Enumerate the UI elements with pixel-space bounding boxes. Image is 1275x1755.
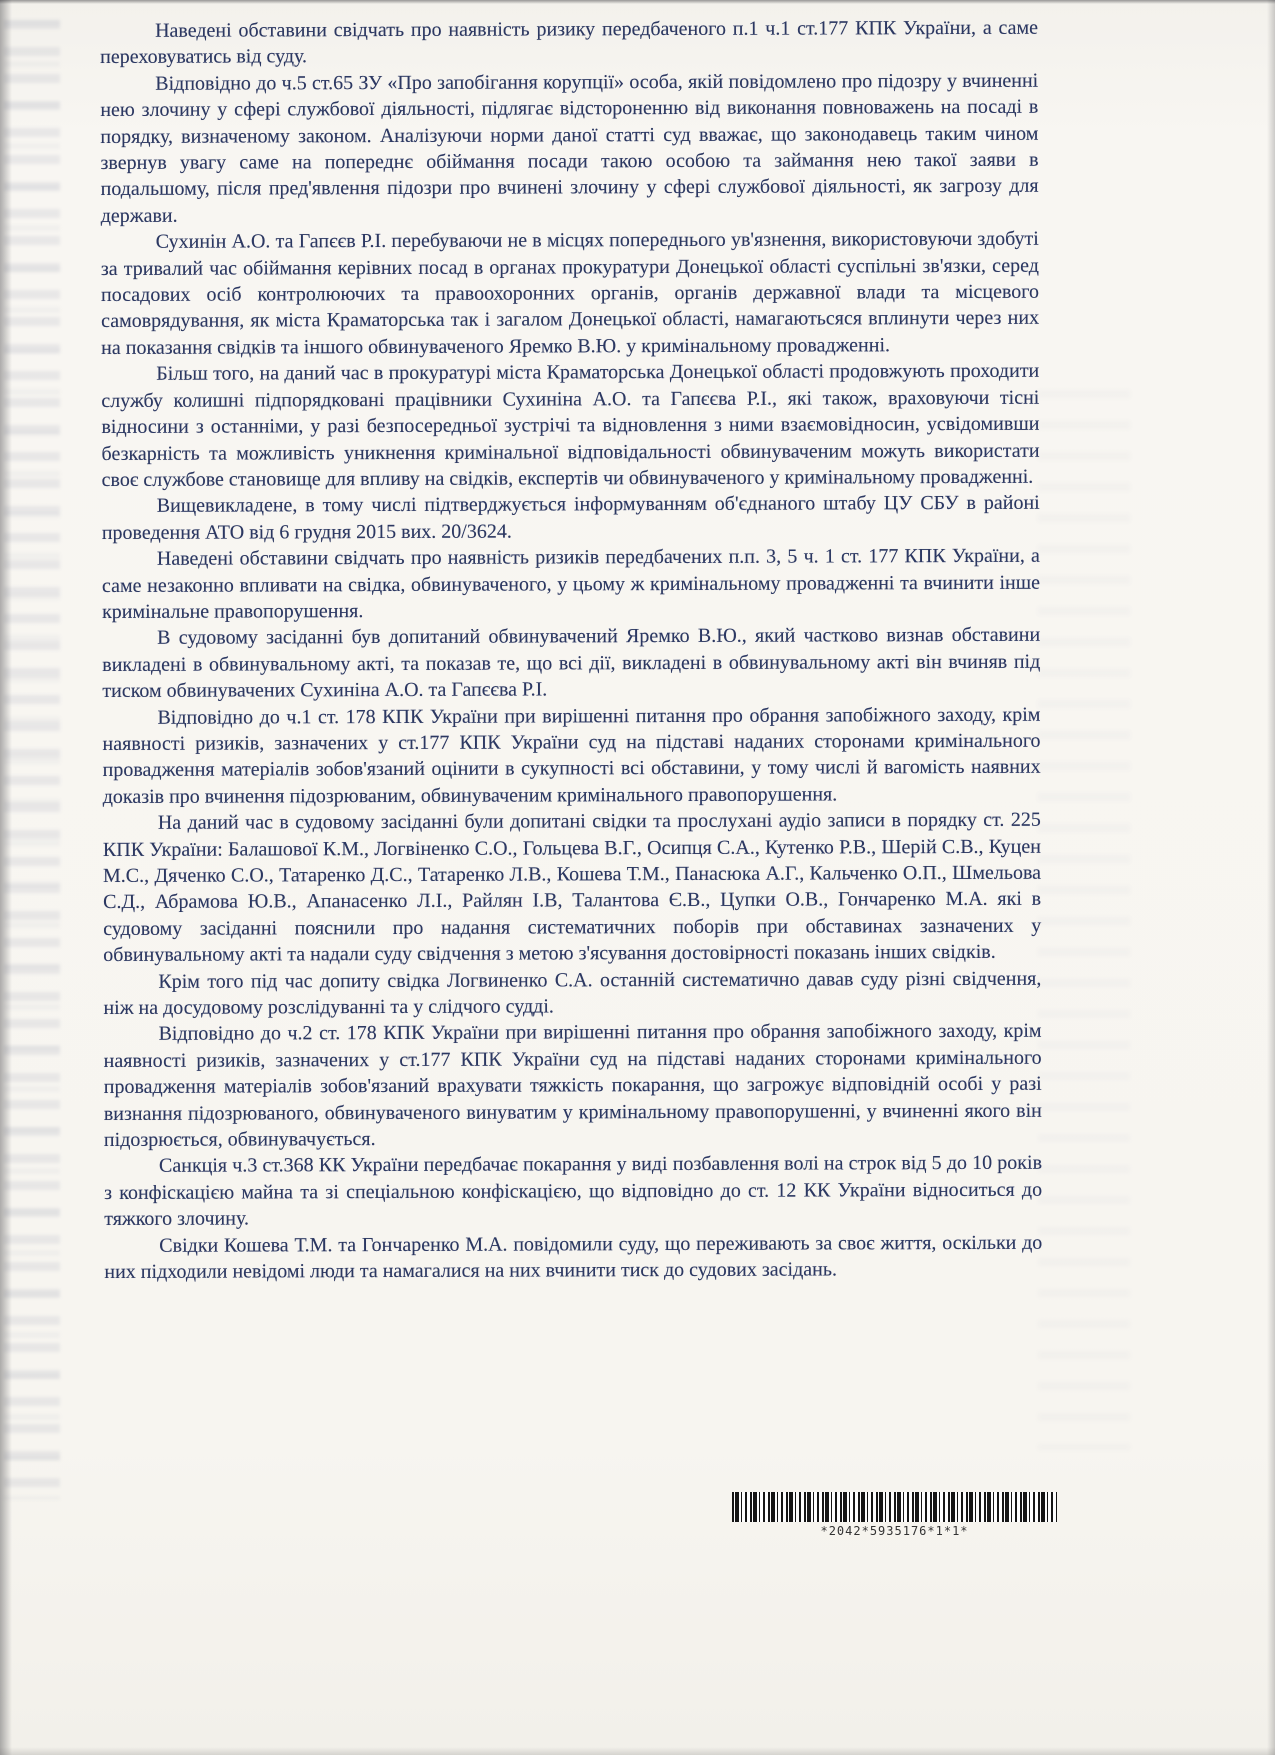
document-body [100,15,1042,1286]
paragraph: Сухинін А.О. та Гапєєв Р.І. перебуваючи не в місцях попереднього ув'язнення, використовуючи здобуті за тривалий час обіймання керівних посад в органах прокуратури Донецької області суспільні зв'язки, серед посадових осіб контролюючих та правоохоронних органів, органів державної влади та місцевого самоврядування, як міста Краматорська так і загалом Донецької області, намагаютьсяся вплинути через них на показання свідків та іншого обвинуваченого Яремко В.Ю. у кримінальному провадженні. [100,227,1040,359]
scan-edge-left [0,0,12,1755]
paragraph: Наведені обставини свідчать про наявність ризиків передбачених п.п. 3, 5 ч. 1 ст. 177 КПК України, а саме незаконно впливати на свідка, обвинуваченого, у цьому ж кримінальному провадженні та вчинити інше кримінальне правопорушення. [101,544,1041,623]
paragraph: Крім того під час допиту свідка Логвиненко С.А. останній систематично давав суду різні свідчення, ніж на досудовому розслідуванні та у слідчого судді. [103,967,1042,1020]
scan-edge-right [1267,0,1275,1755]
paragraph: Санкція ч.3 ст.368 КК України передбачає покарання у виді позбавлення волі на строк від 5 до 10 років з конфіскацією майна та зі спеціальною конфіскацією, що відповідно до ст. 12 КК України відноситься до тяжкого злочину. [104,1152,1043,1231]
paragraph: Відповідно до ч.2 ст. 178 КПК України при вирішенні питання про обрання запобіжного заходу, крім наявності ризиків, зазначених у ст.177 КПК України суд на підставі наданих сторонами кримінального провадження матеріалів зобов'язаний врахувати тяжкість покарання, що загрожує відповідній особі у разі визнання підозрюваного, обвинуваченого винуватим у кримінальному правопорушенні, у вчиненні якого він підозрюється, обвинувачується. [103,1020,1042,1152]
paragraph: В судовому засіданні був допитаний обвинувачений Яремко В.Ю., який частково визнав обставини викладені в обвинувальному акті, та показав те, що всі дії, викладені в обвинувальному акті він вчиняв під тиском обвинувачених Сухиніна А.О. та Гапєєва Р.І. [102,624,1041,703]
barcode-text: *2042*5935176*1*1* [820,1524,969,1538]
paragraph: Відповідно до ч.1 ст. 178 КПК України при вирішенні питання про обрання запобіжного заходу, крім наявності ризиків, зазначених у ст.177 КПК України суд на підставі наданих сторонами кримінального провадження матеріалів зобов'язаний оцінити в сукупності всі обставини, у тому числі й вагомість наявних доказів про вчинення підозрюваним, обвинуваченим кримінального правопорушення. [102,703,1041,808]
paragraph: На даний час в судовому засіданні були допитані свідки та прослухані аудіо записи в порядку ст. 225 КПК України: Балашової К.М., Логвіненко С.О., Гольцева В.Г., Осипця С.А., Кутенко Р.В., Шерій С.В., Куцен М.С., Дяченко С.О., Татаренко Д.С., Татаренко Л.В., Кошева Т.М., Панасюка А.Г., Кальченко О.П., Шмельова С.Д., Абрамова Ю.В., Апанасенко Л.І., Райлян І.В, Талантова Є.В., Цупки О.В., Гончаренко М.А. які в судовому засіданні пояснили про надання систематичних поборів при обставинах зазначених у обвинувальному акті та надали суду свідчення з метою з'ясування достовірності показань інших свідків. [102,808,1042,967]
paragraph: Вищевикладене, в тому числі підтверджується інформуванням об'єднаного штабу ЦУ СБУ в районі проведення АТО від 6 грудня 2015 вих. 20/3624. [101,492,1040,544]
paragraph: Наведені обставини свідчать про наявність ризику передбаченого п.1 ч.1 ст.177 КПК України, а саме переховуватись від суду. [100,16,1039,69]
barcode-bars-icon [732,1492,1057,1522]
scan-edge-top [0,0,1275,4]
barcode [732,1492,1057,1538]
paragraph: Відповідно до ч.5 ст.65 ЗУ «Про запобігання корупції» особа, якій повідомлено про підозру у вчиненні нею злочину у сфері службової діяльності, підлягає відстороненню від виконання повноважень на посаді в порядку, визначеному законом. Аналізуючи норми даної статті суд вважає, що законодавець таким чином звернув увагу саме на попереднє обіймання посади такою особою та займання нею такої заяви в подальшому, після пред'явлення підозри про вчинені злочину у сфері службової діяльності, як загрозу для держави. [100,69,1039,227]
scan-edge-bottom [0,1747,1275,1755]
paragraph: Більш того, на даний час в прокуратурі міста Краматорська Донецької області продовжують проходити службу колишні підпорядковані працівники Сухиніна А.О. та Гапєєва Р.І., які також, враховуючи тісні відносини з останніми, у разі безпосередньої зустрічі та відновлення з ними взаємовідносин, усвідомивши безкарність та можливість уникнення кримінальної відповідальності обвинуваченим можуть використати своє службове становище для впливу на свідків, експертів чи обвинуваченого у кримінальному провадженні. [101,360,1040,491]
paragraph: Свідки Кошева Т.М. та Гончаренко М.А. повідомили суду, що переживають за своє життя, оскільки до них підходили невідомі люди та намагалися на них вчинити тиск до судових засідань. [104,1231,1043,1284]
bleed-through-text-left [4,20,60,1500]
bleed-through-text-right [1038,390,1130,1450]
